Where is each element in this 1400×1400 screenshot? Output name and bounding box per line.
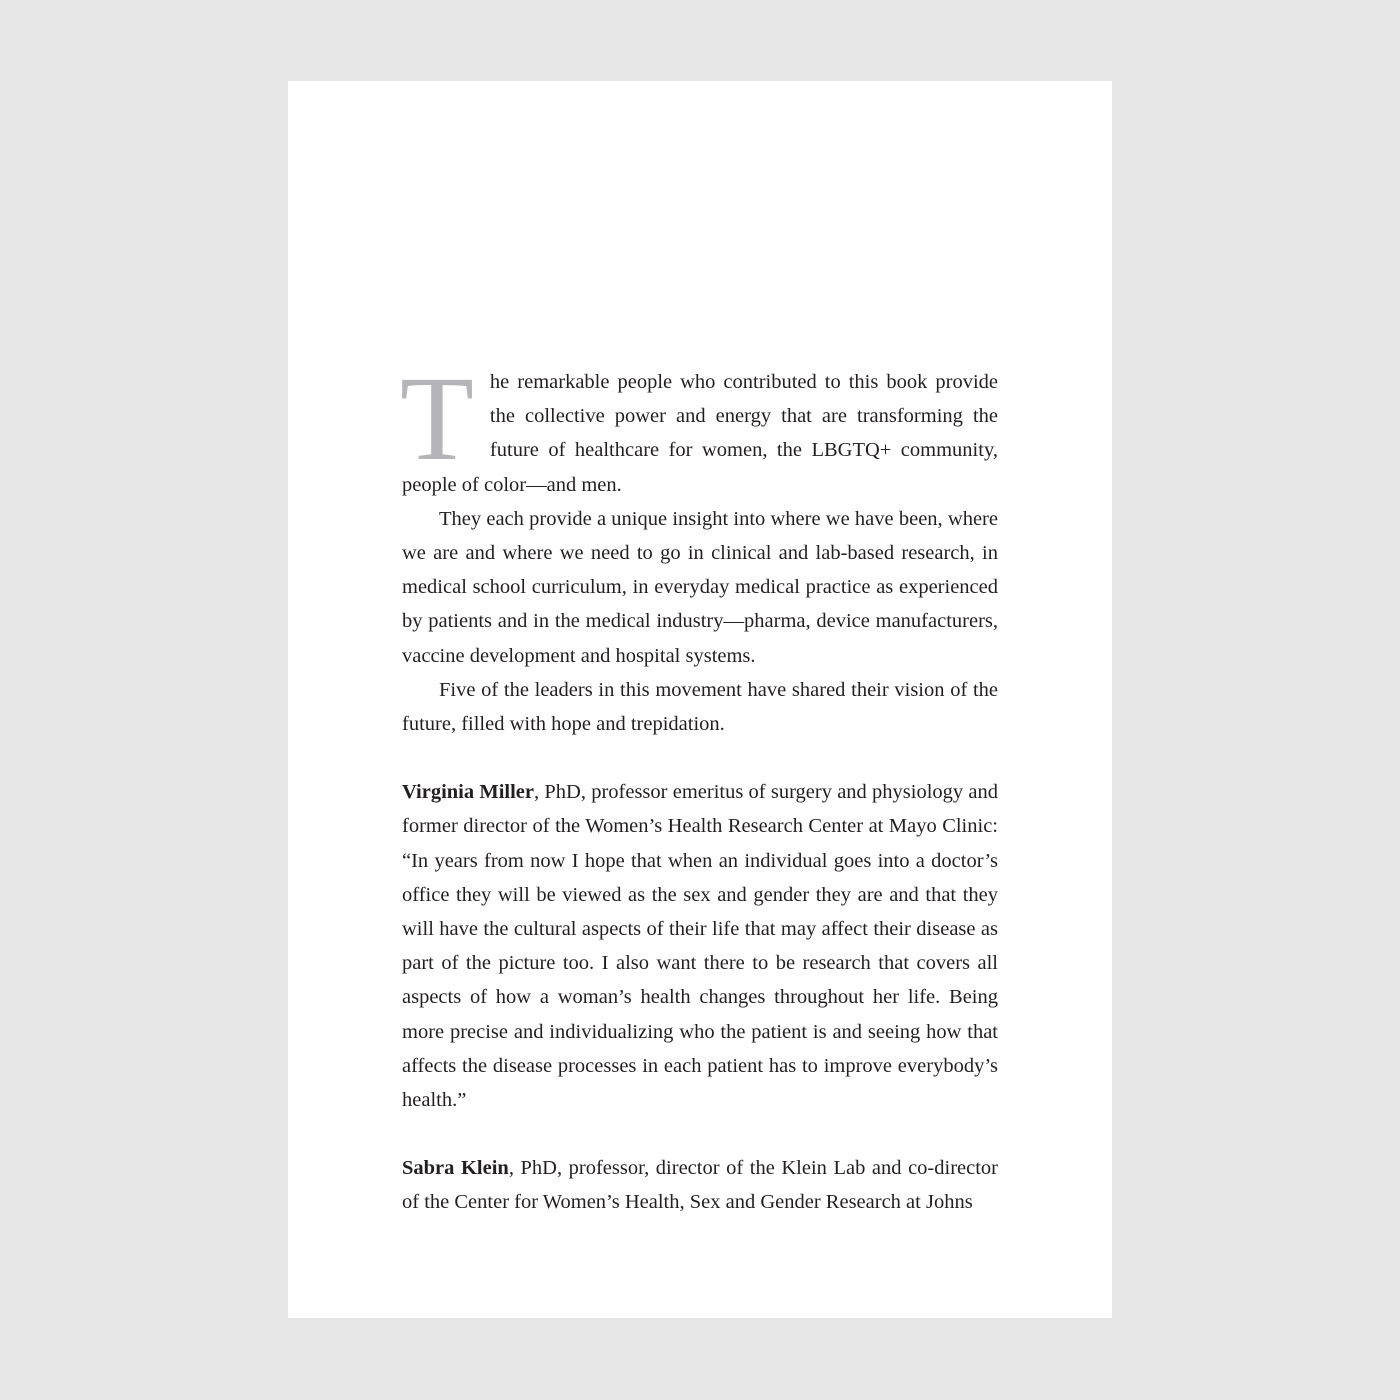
contributor-text: , PhD, professor, director of the Klein Lab and co-director of the Center for Women’s Health, Sex and Gender Research at Johns — [402, 1157, 998, 1214]
body-text — [400, 352, 999, 1220]
intro-paragraph-1 — [400, 352, 998, 502]
drop-cap: T — [400, 352, 474, 486]
intro-paragraph-3: Five of the leaders in this movement have shared their vision of the future, filled with hope and trepidation. — [402, 678, 998, 736]
book-page — [288, 81, 1112, 1318]
intro-paragraph-1-text: he remarkable people who contributed to this book provide the collective power and energy that are transforming the future of healthcare for women, the LBGTQ+ community, people of color—and men. — [402, 371, 998, 496]
contributor-entry-miller — [402, 775, 998, 1117]
intro-paragraph-2: They each provide a unique insight into where we have been, where we are and where we need to go in clinical and lab-based research, in medical school curriculum, in everyday medical practice as experienced by patients and in the medical industry—pharma, device manufacturers, vaccine development and hospital systems. — [402, 507, 998, 667]
contributor-entry-klein — [402, 1151, 998, 1219]
contributor-name: Sabra Klein — [402, 1157, 509, 1180]
contributor-text: , PhD, professor emeritus of surgery and physiology and former director of the Women’s Health Research Center at Mayo Clinic: “In years from now I hope that when an individual goes into a doctor’s office they will be viewed as the sex and gender they are and that they will have the cultural aspects of their life that may affect their disease as part of the picture too. I also want there to be research that covers all aspects of how a woman’s health changes throughout her life. Being more precise and individualizing who the patient is and seeing how that affects the disease processes in each patient has to improve everybody’s health.” — [402, 781, 999, 1112]
contributor-name: Virginia Miller — [402, 781, 535, 804]
section-spacer — [402, 1117, 998, 1151]
section-spacer — [402, 741, 998, 775]
